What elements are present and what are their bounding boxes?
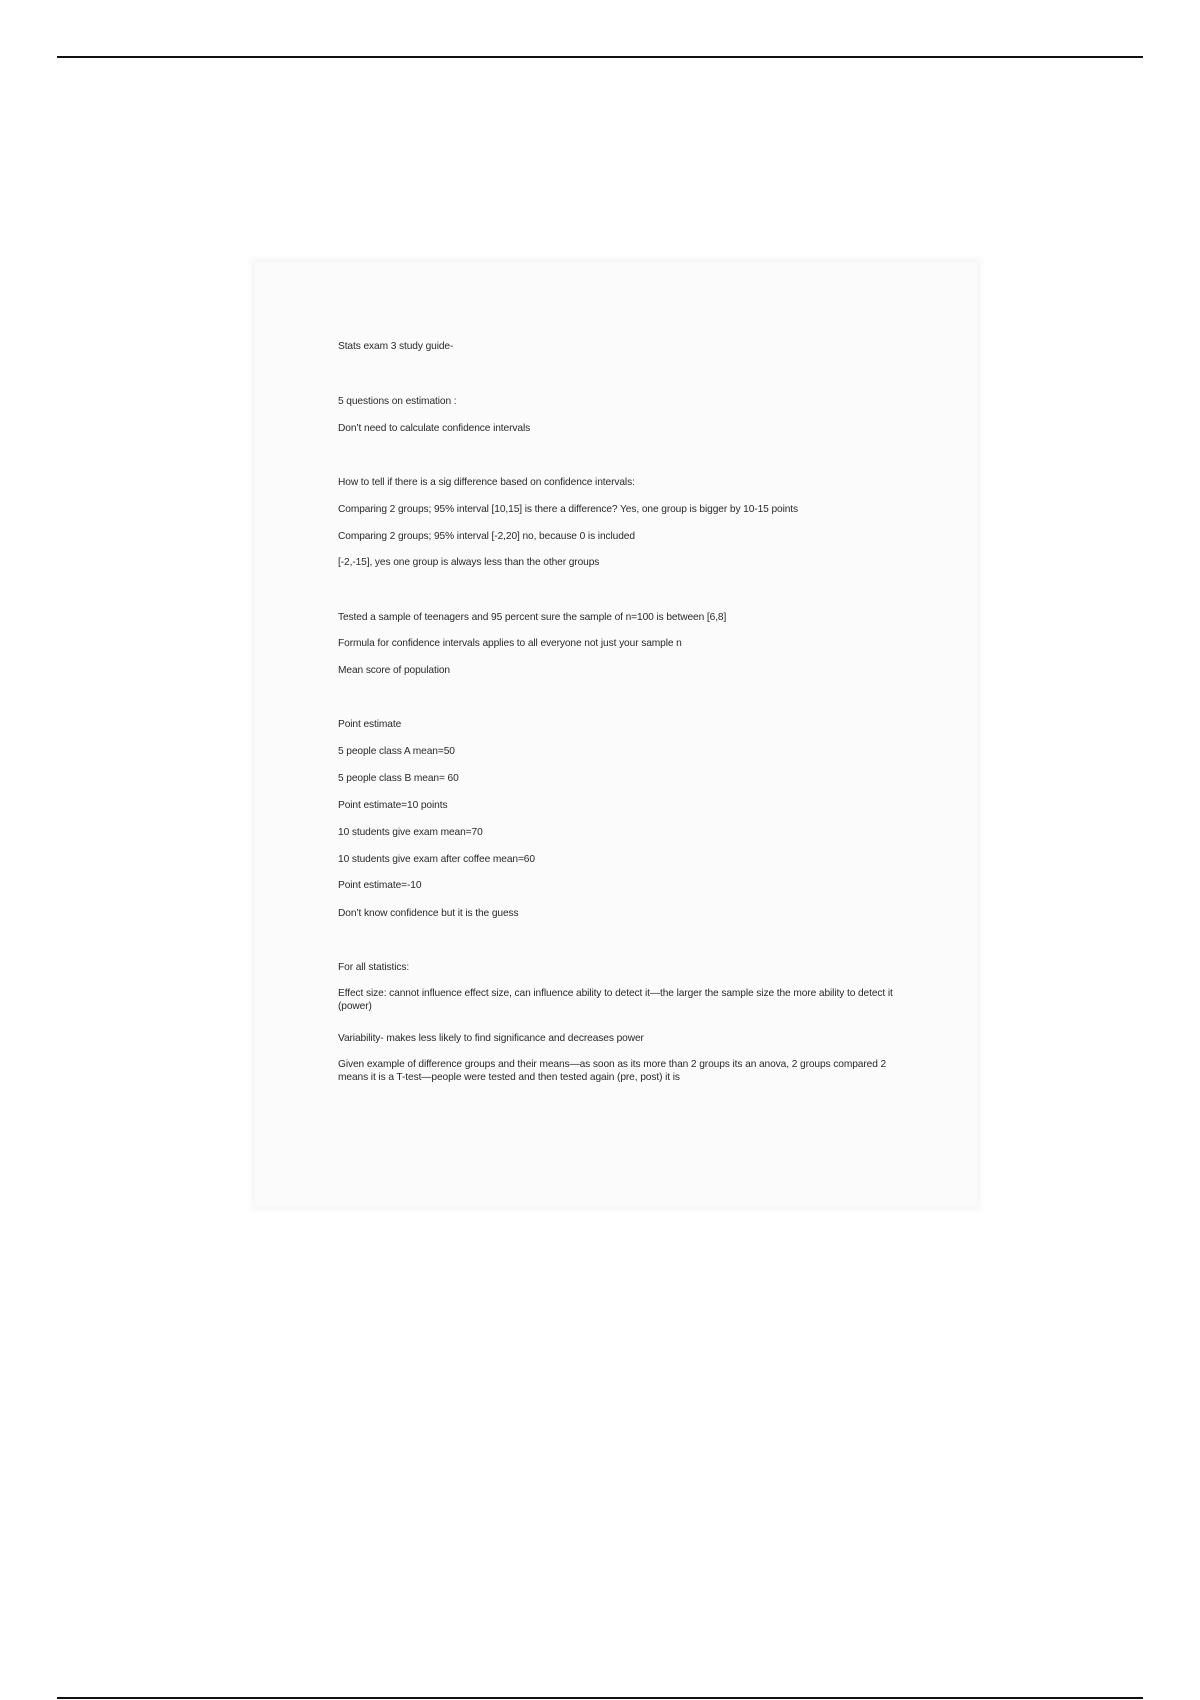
text-line: Comparing 2 groups; 95% interval [10,15] is there a difference? Yes, one group is bigger by 10-15 points (338, 504, 799, 515)
text-line: Formula for confidence intervals applies to all everyone not just your sample n (338, 638, 682, 649)
text-line: Comparing 2 groups; 95% interval [-2,20] no, because 0 is included (338, 531, 635, 542)
text-line: Tested a sample of teenagers and 95 percent sure the sample of n=100 is between [6,8] (338, 612, 727, 623)
text-line: For all statistics: (338, 962, 410, 973)
text-paragraph: Effect size: cannot influence effect size, can influence ability to detect it—the larger the sample size the more ability to detect it (power) (338, 988, 893, 1012)
text-line: Point estimate=10 points (338, 800, 448, 811)
text-line: Point estimate=-10 (338, 880, 422, 891)
text-line: 5 people class A mean=50 (338, 746, 455, 757)
text-line: Don’t know confidence but it is the guess (338, 908, 519, 919)
text-paragraph: Given example of difference groups and their means—as soon as its more than 2 groups its an anova, 2 groups compared 2 means it is a T-test—people were tested and then tested again (pre, post) it is (338, 1059, 887, 1083)
text-line: [-2,-15], yes one group is always less than the other groups (338, 557, 600, 568)
text-line: 5 questions on estimation : (338, 396, 457, 407)
footer-rule (57, 1697, 1143, 1699)
text-line: 5 people class B mean= 60 (338, 773, 459, 784)
text-line: Don’t need to calculate confidence intervals (338, 423, 531, 434)
header-rule (57, 56, 1143, 58)
document-title: Stats exam 3 study guide- (338, 341, 454, 352)
text-line: Variability- makes less likely to find significance and decreases power (338, 1033, 644, 1044)
text-line: 10 students give exam after coffee mean=60 (338, 854, 535, 865)
text-line: 10 students give exam mean=70 (338, 827, 483, 838)
text-line: Mean score of population (338, 665, 451, 676)
text-line: Point estimate (338, 719, 402, 730)
text-line: How to tell if there is a sig difference based on confidence intervals: (338, 477, 635, 488)
